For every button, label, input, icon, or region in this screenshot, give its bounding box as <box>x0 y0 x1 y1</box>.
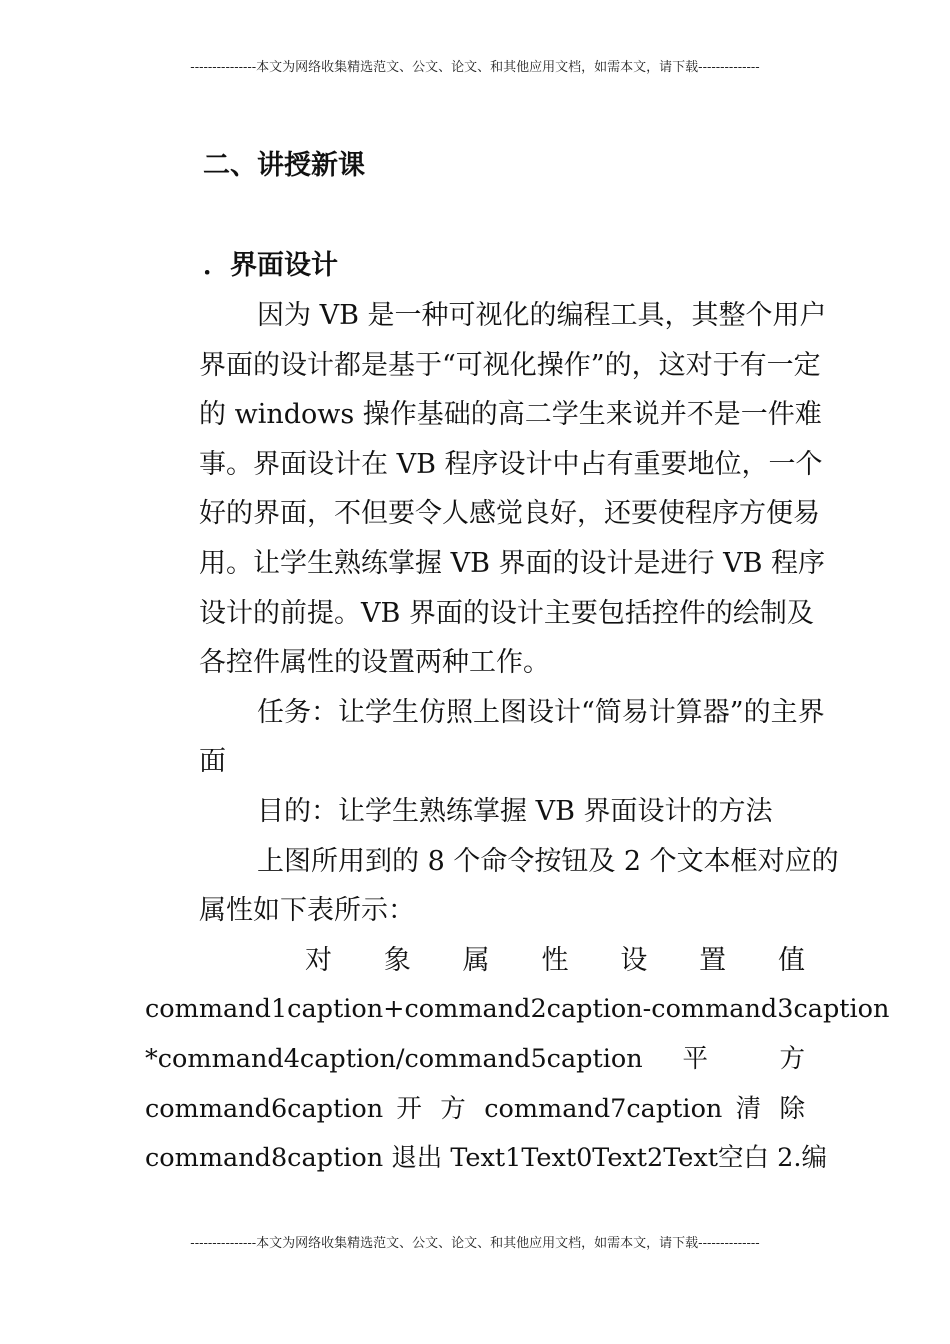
purpose-paragraph <box>145 787 805 837</box>
table-header-row <box>145 936 805 986</box>
footer-banner: ---------------本文为网络收集精选范文、公文、论文、和其他应用文档，如需本文，请下载-------------- <box>190 1236 760 1251</box>
table-line-2: *command4caption/command5caption 平 方 <box>145 1043 805 1074</box>
task-paragraph <box>145 688 825 787</box>
table-line-4: command8caption 退出 Text1Text0Text2Text空白 2.编 <box>145 1143 827 1174</box>
table-header-char: 性 <box>541 944 569 976</box>
table-header-char: 属 <box>462 944 490 976</box>
intro-line-3: 的 windows 操作基础的高二学生来说并不是一件难 <box>199 399 822 431</box>
table-header-char: 对 <box>305 944 332 976</box>
table-line-3: command6caption 开 方 command7caption 清 除 <box>145 1093 805 1124</box>
subsection-heading: ．界面设计 <box>203 250 338 281</box>
section-heading: 二、讲授新课 <box>203 150 365 181</box>
purpose-line: 目的：让学生熟练掌握 VB 界面设计的方法 <box>257 795 773 827</box>
intro-line-2: 界面的设计都是基于“可视化操作”的，这对于有一定 <box>199 349 821 381</box>
intro-line-7: 设计的前提。VB 界面的设计主要包括控件的绘制及 <box>199 597 814 629</box>
table-header-char: 象 <box>383 944 411 976</box>
task-line-1: 任务：让学生仿照上图设计“简易计算器”的主界 <box>257 696 825 728</box>
header-banner: ---------------本文为网络收集精选范文、公文、论文、和其他应用文档，如需本文，请下载-------------- <box>190 60 760 75</box>
table-intro-line-2: 属性如下表所示： <box>199 895 415 927</box>
table-intro-paragraph <box>145 837 839 936</box>
intro-line-6: 用。让学生熟练掌握 VB 界面的设计是进行 VB 程序 <box>199 547 826 579</box>
intro-line-8: 各控件属性的设置两种工作。 <box>199 647 550 679</box>
intro-paragraph <box>145 291 827 688</box>
table-header-char: 设 <box>620 944 648 976</box>
table-intro-line-1: 上图所用到的 8 个命令按钮及 2 个文本框对应的 <box>257 845 839 877</box>
table-content <box>145 985 890 1183</box>
table-header-char: 值 <box>777 944 805 976</box>
intro-line-5: 好的界面，不但要令人感觉良好，还要使程序方便易 <box>199 498 820 530</box>
intro-line-1: 因为 VB 是一种可视化的编程工具，其整个用户 <box>257 300 827 331</box>
table-header-char: 置 <box>699 944 727 976</box>
task-line-2: 面 <box>199 746 226 778</box>
table-line-1: command1caption+command2caption-command3caption <box>145 994 890 1025</box>
main-text <box>145 291 890 1184</box>
intro-line-4: 事。界面设计在 VB 程序设计中占有重要地位，一个 <box>199 448 823 480</box>
